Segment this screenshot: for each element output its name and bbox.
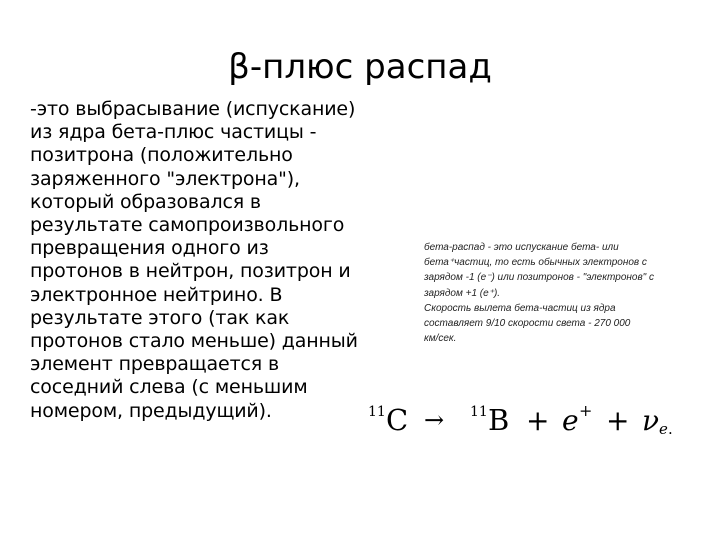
positron-symbol: e — [562, 404, 579, 437]
reaction-arrow: → — [424, 406, 445, 434]
plus-sign: + — [526, 404, 550, 437]
body-line: из ядра бета-плюс частицы - — [30, 121, 317, 144]
body-line: позитрона (положительно — [30, 144, 293, 167]
note-line: Скорость вылета бета-частиц из ядра — [424, 302, 616, 314]
body-line: результате самопроизвольного — [30, 214, 345, 237]
body-line: электронное нейтрино. В — [30, 283, 283, 306]
equation-period: . — [668, 420, 673, 438]
body-line: элемент превращается в — [30, 353, 279, 376]
note-line: зарядом -1 (e⁻) или позитронов - "электронов" с — [424, 272, 655, 284]
note-line: км/сек. — [424, 333, 457, 345]
plus-sign: + — [606, 404, 630, 437]
decay-equation — [366, 396, 696, 446]
body-text — [30, 98, 390, 423]
body-line: протонов стало меньше) данный — [30, 330, 358, 353]
slide-title: β-плюс распад — [228, 47, 492, 87]
body-line: результате этого (так как — [30, 306, 290, 329]
note-line: зарядом +1 (e⁺). — [424, 287, 501, 299]
reactant-symbol: C — [386, 403, 409, 437]
note-line: бета-распад - это испускание бета- или — [424, 242, 619, 253]
decay-equation-svg — [366, 396, 696, 446]
body-line: превращения одного из — [30, 237, 269, 260]
positron-charge: + — [579, 401, 593, 420]
reactant-mass-number: 11 — [368, 404, 386, 420]
note-line: составляет 9/10 скорости света - 270 000 — [424, 318, 631, 330]
body-line: соседний слева (с меньшим — [30, 376, 308, 399]
side-note — [424, 240, 694, 346]
body-line: заряженного "электрона"), — [30, 167, 300, 190]
product-mass-number: 11 — [470, 404, 488, 420]
body-line: который образовался в — [30, 190, 261, 213]
body-line: -это выбрасывание (испускание) — [30, 98, 356, 120]
note-line: бета⁺частиц, то есть обычных электронов с — [424, 257, 647, 269]
product-symbol: B — [488, 403, 510, 437]
body-line: номером, предыдущий). — [30, 399, 272, 422]
neutrino-subscript: e — [659, 420, 668, 438]
body-line: протонов в нейтрон, позитрон и — [30, 260, 351, 283]
neutrino-symbol: ν — [642, 404, 660, 437]
